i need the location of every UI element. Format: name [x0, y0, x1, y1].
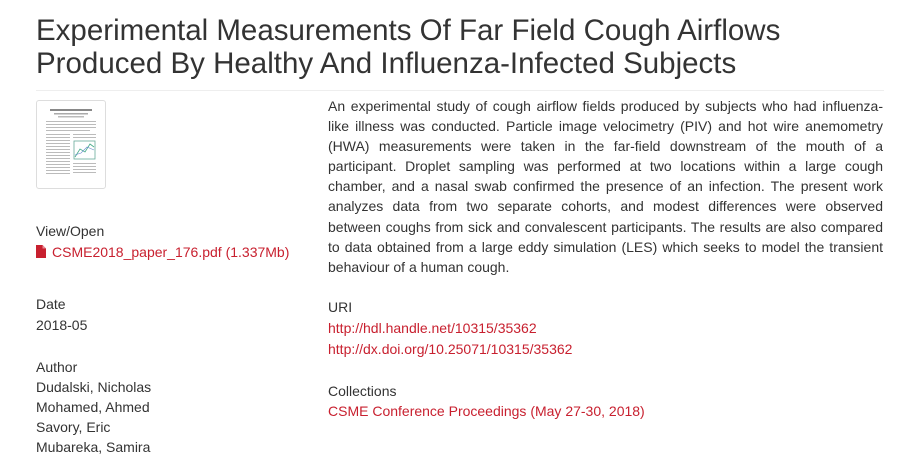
abstract-text: An experimental study of cough airflow fields produced by subjects who had influenza-like illness was conducted. Particle image velocimetry (PIV) and hot wire anemometry (HWA) measurements were taken in the far-field downstream of the mouth of a participant. Droplet sampling was performed at two locations within a large cough chamber, and a nasal swab confirmed the presence of an infection. The present work analyzes data from two separate cohorts, and modest differences were observed between coughs from sick and convalescent participants. The results are also compared to data obtained from a large eddy simulation (LES) which seeks to model the transient behaviour of a human cough. — [328, 98, 883, 275]
title-divider — [36, 90, 884, 91]
page-title-line-1: Experimental Measurements Of Far Field Cough Airflows — [36, 14, 781, 47]
author-label: Author — [36, 359, 78, 375]
page-title — [36, 14, 896, 80]
uri-label: URI — [328, 299, 353, 315]
author-name[interactable]: Mohamed, Ahmed — [36, 399, 150, 415]
document-thumbnail[interactable] — [36, 100, 106, 189]
pdf-file-name: CSME2018_paper_176.pdf (1.337Mb) — [52, 244, 290, 260]
handle-uri-link[interactable]: http://hdl.handle.net/10315/35362 — [328, 320, 537, 336]
collection-link[interactable]: CSME Conference Proceedings (May 27-30, 2018) — [328, 403, 645, 419]
date-value: 2018-05 — [36, 317, 88, 333]
document-thumbnail-image — [42, 105, 100, 185]
date-label: Date — [36, 296, 66, 312]
doi-uri-link[interactable]: http://dx.doi.org/10.25071/10315/35362 — [328, 341, 573, 357]
page-title-line-2: Produced By Healthy And Influenza-Infected Subjects — [36, 47, 737, 80]
pdf-download-link[interactable] — [36, 242, 289, 262]
author-name[interactable]: Mubareka, Samira — [36, 439, 151, 455]
author-name[interactable]: Dudalski, Nicholas — [36, 379, 152, 395]
author-name[interactable]: Savory, Eric — [36, 419, 111, 435]
collections-label: Collections — [328, 383, 397, 399]
author-list — [36, 377, 151, 457]
pdf-file-icon — [36, 245, 46, 258]
view-open-label: View/Open — [36, 223, 105, 239]
